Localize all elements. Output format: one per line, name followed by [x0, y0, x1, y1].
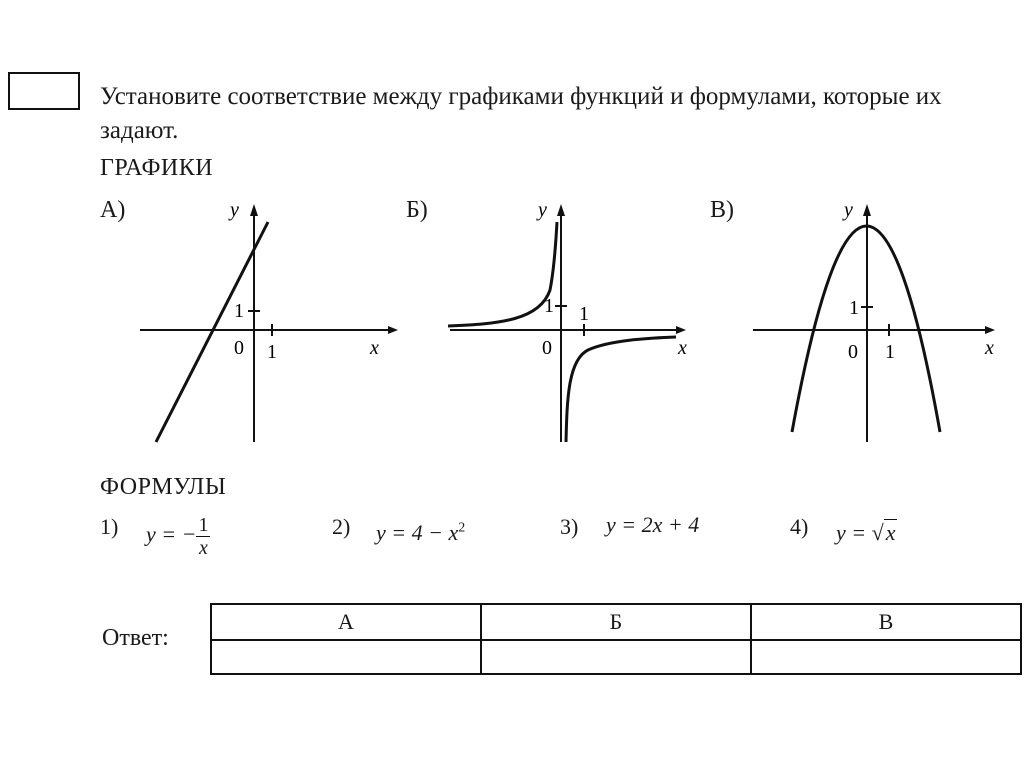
graph-b-label: Б): [406, 197, 428, 223]
formula-1-fraction: [196, 514, 210, 559]
graph-b-branch-left: [448, 222, 557, 326]
graph-a-x-tick-label: 1: [267, 341, 277, 363]
formula-1-numerator: 1: [198, 514, 209, 536]
answer-cell-v[interactable]: [751, 640, 1021, 674]
answer-header-v: В: [751, 604, 1021, 640]
formula-2: [376, 520, 465, 546]
formula-1: [146, 514, 210, 559]
formula-2-expr: y = 4 − x: [376, 520, 459, 545]
answer-table: [210, 603, 1022, 675]
graph-v-x-label: x: [985, 337, 994, 359]
graph-v-y-label: y: [844, 199, 853, 221]
formula-4: [836, 520, 897, 546]
graph-b-y-arrow: [557, 204, 565, 216]
formula-3: y = 2x + 4: [606, 512, 700, 537]
graph-v-origin: 0: [848, 341, 858, 363]
graph-a-y-label: y: [230, 199, 239, 221]
task-number-box: [8, 72, 80, 110]
graph-b-x-tick-label: 1: [579, 303, 589, 325]
formula-4-radical: √: [871, 520, 884, 545]
graph-b-x-label: x: [678, 337, 687, 359]
graph-a-x-label: x: [370, 337, 379, 359]
graph-b-y-label: y: [538, 199, 547, 221]
graph-v-y-tick-label: 1: [849, 297, 859, 319]
formulas-heading: ФОРМУЛЫ: [100, 474, 227, 500]
formula-1-number: 1): [100, 514, 119, 539]
graph-v-label: В): [710, 197, 734, 223]
formula-2-number: 2): [332, 514, 351, 539]
answer-label: Ответ:: [102, 625, 169, 651]
formula-4-number: 4): [790, 514, 809, 539]
answer-cell-b[interactable]: [481, 640, 751, 674]
graph-a: [130, 190, 400, 455]
graph-b: [440, 190, 705, 455]
graph-b-origin: 0: [542, 337, 552, 359]
graph-a-origin: 0: [234, 337, 244, 359]
graph-b-branch-right: [566, 337, 676, 442]
graph-v-y-arrow: [863, 204, 871, 216]
graph-v-x-arrow: [985, 326, 995, 334]
answer-header-a: А: [211, 604, 481, 640]
formula-3-number: 3): [560, 514, 579, 539]
graph-a-label: А): [100, 197, 126, 223]
graph-a-y-tick-label: 1: [234, 300, 244, 322]
graph-b-x-arrow: [676, 326, 686, 334]
graph-v: [745, 190, 1015, 455]
task-text: Установите соответствие между графиками функций и формулами, которые их задают.: [100, 83, 942, 144]
graph-b-y-tick-label: 1: [544, 295, 554, 317]
answer-header-b: Б: [481, 604, 751, 640]
graphs-heading: ГРАФИКИ: [100, 155, 214, 181]
graph-a-line: [156, 222, 268, 442]
graph-a-y-arrow: [250, 204, 258, 216]
formula-2-exponent: 2: [458, 520, 466, 536]
formula-4-argument: x: [885, 520, 896, 545]
formula-1-denominator: x: [199, 537, 208, 559]
graph-v-x-tick-label: 1: [885, 341, 895, 363]
answer-cell-a[interactable]: [211, 640, 481, 674]
formula-4-lhs: y =: [836, 520, 872, 545]
graph-a-x-arrow: [388, 326, 398, 334]
formula-1-lhs: y = −: [146, 521, 197, 547]
